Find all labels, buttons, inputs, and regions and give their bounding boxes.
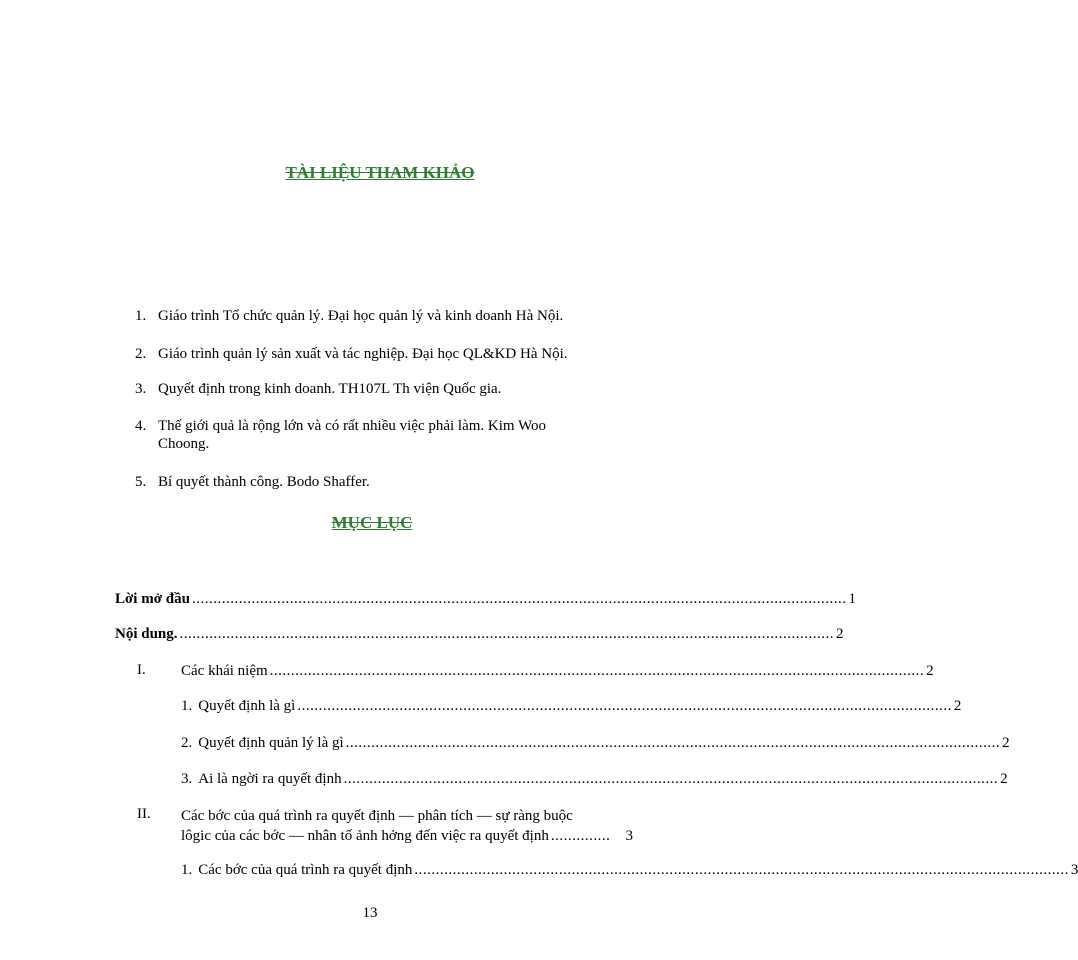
toc-entry-label: Quyết định quản lý là gì xyxy=(198,735,344,751)
page-number: 13 xyxy=(362,905,378,921)
toc-page-number: 2 xyxy=(1000,771,1008,787)
reference-item xyxy=(135,345,615,363)
toc-entry xyxy=(181,806,633,846)
toc-entry-label-line2: lôgic của các bớc — nhân tố ảnh hởng đến việc ra quyết định xyxy=(181,828,549,844)
reference-item xyxy=(135,473,615,491)
toc-leader-dots: .............. xyxy=(550,828,611,844)
toc-entry xyxy=(181,734,1010,753)
toc-leader-dots: .......................................................................................................................................................... xyxy=(269,663,925,679)
toc-roman-numeral: II. xyxy=(137,806,151,822)
toc-entry-number: 2. xyxy=(181,735,193,751)
toc-page-number: 1 xyxy=(848,591,856,607)
reference-text: Bí quyết thành công. Bodo Shaffer. xyxy=(158,474,370,490)
toc-page-number: 2 xyxy=(926,663,934,679)
toc-leader-dots: .......................................................................................................................................................... xyxy=(345,735,1001,751)
toc-entry-label: Nội dung. xyxy=(115,626,178,642)
reference-number: 5. xyxy=(135,474,147,490)
reference-item xyxy=(135,417,595,453)
toc-entry-label: Quyết định là gì xyxy=(198,698,296,714)
toc-entry-label: Các bớc của quá trình ra quyết định xyxy=(198,862,413,878)
toc-leader-dots: .......................................................................................................................................................... xyxy=(191,591,847,607)
reference-text: Giáo trình Tổ chức quản lý. Đại học quản lý và kinh doanh Hà Nội. xyxy=(158,308,564,324)
reference-text: Quyết định trong kinh doanh. TH107L Th viện Quốc gia. xyxy=(158,381,502,397)
toc-leader-dots: .......................................................................................................................................................... xyxy=(297,698,952,714)
reference-text: Giáo trình quản lý sản xuất và tác nghiệp. Đại học QL&KD Hà Nội. xyxy=(158,346,568,362)
reference-item xyxy=(135,380,615,398)
reference-number: 4. xyxy=(135,418,147,434)
reference-item xyxy=(135,307,615,325)
toc-entry xyxy=(181,770,1008,789)
toc-entry-label-line1: Các bớc của quá trình ra quyết định — phân tích — sự ràng buộc xyxy=(181,808,573,824)
toc-leader-dots: .......................................................................................................................................................... xyxy=(343,771,999,787)
reference-text: Thế giới quả là rộng lớn và có rất nhiều việc phải làm. Kim Woo Choong. xyxy=(158,418,547,452)
toc-page-number: 3 xyxy=(625,828,633,844)
toc-page-number: 2 xyxy=(953,698,962,714)
reference-number: 3. xyxy=(135,381,147,397)
toc-page-number: 2 xyxy=(1002,735,1010,751)
toc-entry xyxy=(181,697,962,716)
toc-entry-label: Lời mở đầu xyxy=(115,591,190,607)
toc-leader-dots: .......................................................................................................................................................... xyxy=(414,862,1069,878)
toc-page-number: 2 xyxy=(836,626,844,642)
reference-number: 1. xyxy=(135,308,147,324)
toc-roman-numeral: I. xyxy=(137,662,146,678)
toc-entry xyxy=(181,662,934,681)
toc-entry-number: 3. xyxy=(181,771,193,787)
reference-number: 2. xyxy=(135,346,147,362)
toc-leader-dots: .......................................................................................................................................................... xyxy=(179,626,835,642)
references-title: TÀI LIỆU THAM KHẢO xyxy=(285,163,475,182)
toc-entry-number: 1. xyxy=(181,698,193,714)
toc-title: MỤC LỤC xyxy=(331,513,413,532)
toc-entry-number: 1. xyxy=(181,862,193,878)
toc-entry xyxy=(181,861,1078,880)
toc-entry-label: Các khái niệm xyxy=(181,663,268,679)
toc-page-number: 3 xyxy=(1070,862,1078,878)
toc-entry xyxy=(115,625,844,644)
toc-entry-label: Ai là ngời ra quyết định xyxy=(198,771,342,787)
toc-entry xyxy=(115,590,856,609)
